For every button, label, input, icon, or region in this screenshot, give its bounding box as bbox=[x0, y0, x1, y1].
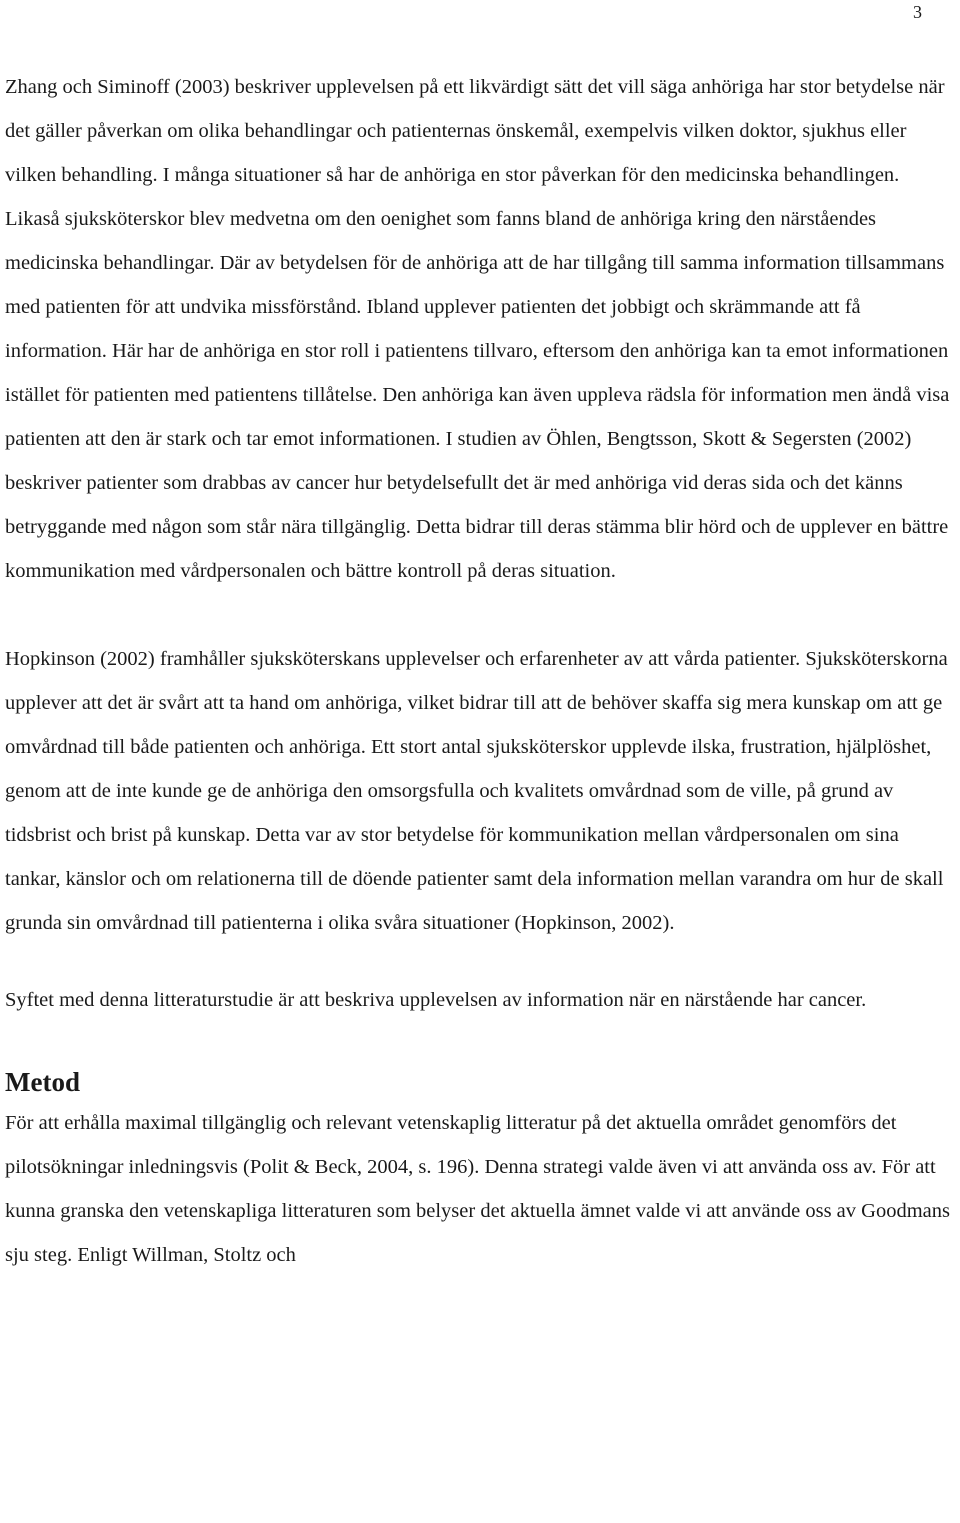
section-heading-method: Metod bbox=[5, 1067, 80, 1097]
paragraph-hopkinson: Hopkinson (2002) framhåller sjuksköterskans upplevelser och erfarenheter av att vårda patienter. Sjuksköterskorna upplever att det är svårt att ta hand om anhöriga, vilket bidrar till att de behöver skaffa sig mera kunskap om att ge omvårdnad till både patienten och anhöriga. Ett stort antal sjuksköterskor upplevde ilska, frustration, hjälplöshet, genom att de inte kunde ge de anhöriga den omsorgsfulla och kvalitets omvårdnad som de ville, på grund av tidsbrist och brist på kunskap. Detta var av stor betydelse för kommunikation mellan vårdpersonalen om sina tankar, känslor och om relationerna till de döende patienter samt dela information mellan varandra om hur de skall grunda sin omvårdnad till patienterna i olika svåra situationer (Hopkinson, 2002). bbox=[5, 648, 948, 934]
paragraph-aim: Syftet med denna litteraturstudie är att beskriva upplevelsen av information när en närstående har cancer. bbox=[5, 989, 867, 1011]
page-number: 3 bbox=[913, 2, 922, 22]
paragraph-zhang-siminoff: Zhang och Siminoff (2003) beskriver upplevelsen på ett likvärdigt sätt det vill säga anhöriga har stor betydelse när det gäller påverkan om olika behandlingar och patienternas önskemål, exempelvis vilken doktor, sjukhus eller vilken behandling. I många situationer så har de anhöriga en stor påverkan för den medicinska behandlingen. Likaså sjuksköterskor blev medvetna om den oenighet som fanns bland de anhöriga kring den närståendes medicinska behandlingar. Där av betydelsen för de anhöriga att de har tillgång till samma information tillsammans med patienten för att undvika missförstånd. Ibland upplever patienten det jobbigt och skrämmande att få information. Här har de anhöriga en stor roll i patientens tillvaro, eftersom den anhöriga kan ta emot informationen istället för patienten med patientens tillåtelse. Den anhöriga kan även uppleva rädsla för information men ändå visa patienten att den är stark och tar emot informationen. I studien av Öhlen, Bengtsson, Skott & Segersten (2002) beskriver patienter som drabbas av cancer hur betydelsefullt det är med anhöriga vid deras sida och det känns betryggande med någon som står nära tillgänglig. Detta bidrar till deras stämma blir hörd och de upplever en bättre kommunikation med vårdpersonalen och bättre kontroll på deras situation. bbox=[5, 76, 950, 582]
paragraph-method: För att erhålla maximal tillgänglig och relevant vetenskaplig litteratur på det aktuella området genomförs det pilotsökningar inledningsvis (Polit & Beck, 2004, s. 196). Denna strategi valde även vi att använda oss av. För att kunna granska den vetenskapliga litteraturen som belyser det aktuella ämnet valde vi att använde oss av Goodmans sju steg. Enligt Willman, Stoltz och bbox=[5, 1112, 950, 1266]
document-body bbox=[5, 65, 955, 1277]
